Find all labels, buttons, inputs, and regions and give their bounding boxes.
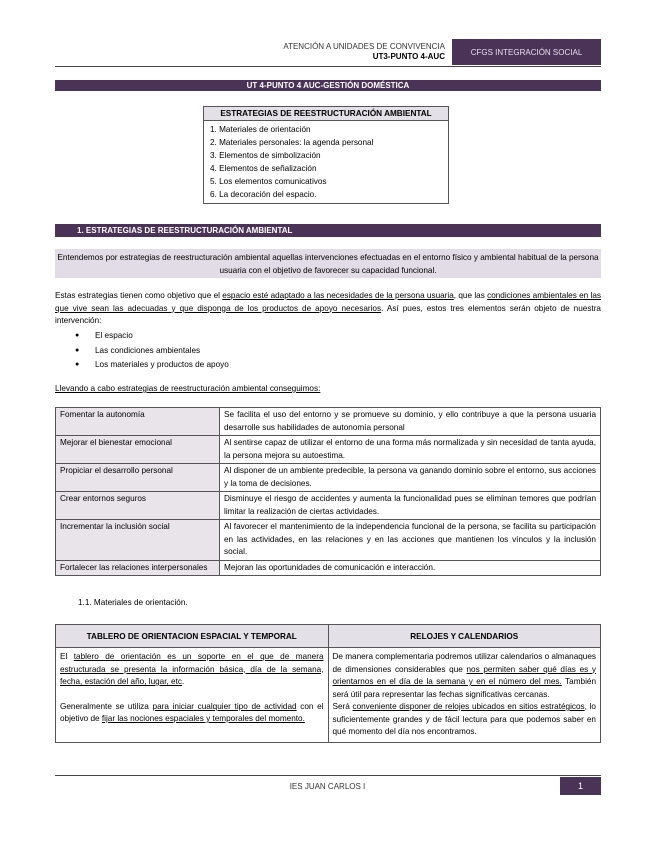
- left-paragraph-2: Generalmente se utiliza para iniciar cualquier tipo de actividad con el objetivo de fijar las nociones espaciales y temporales del momento.: [60, 701, 324, 723]
- header-line1: ATENCIÓN A UNIDADES DE CONVIVENCIA: [283, 42, 445, 51]
- bullet-item: ● Las condiciones ambientales: [75, 344, 229, 359]
- table-row: [56, 492, 601, 520]
- section-title: 1. ESTRATEGIAS DE REESTRUCTURACIÓN AMBIENTAL: [55, 224, 601, 237]
- table-row: [56, 648, 601, 743]
- toc-box: [203, 106, 449, 204]
- row-value: Disminuye el riesgo de accidentes y aumenta la funcionalidad pues se eliminan temores que podrían limitar la realización de ciertas actividades.: [220, 492, 601, 520]
- bullet-item: ● El espacio: [75, 329, 229, 344]
- bullet-item: ● Los materiales y productos de apoyo: [75, 358, 229, 373]
- table-header-row: [56, 625, 601, 648]
- row-value: Al favorecer el mantenimiento de la independencia funcional de la persona, se facilita su participación en las actividades, en las relaciones y en las acciones que mantienen los vínculos y la inclusión social.: [220, 520, 601, 561]
- toc-item: 5. Los elementos comunicativos: [210, 177, 327, 186]
- row-key: Incrementar la inclusión social: [56, 520, 220, 561]
- row-value: Se facilita el uso del entorno y se promueve su dominio, y ello contribuye a que la persona usuaria desarrolle sus habilidades de autonomía personal: [220, 408, 601, 436]
- left-paragraph-1: El tablero de orientación es un soporte en el que de manera estructurada se presenta la información básica, día de la semana, fecha, estación del año, lugar, etc.: [60, 652, 324, 686]
- table-row: [56, 408, 601, 436]
- header-badge: CFGS INTEGRACIÓN SOCIAL: [452, 39, 601, 65]
- toc-title: ESTRATEGIAS DE REESTRUCTURACIÓN AMBIENTAL: [204, 107, 448, 121]
- row-key: Propiciar el desarrollo personal: [56, 464, 220, 492]
- toc-item: 3. Elementos de simbolización: [210, 151, 321, 160]
- row-value: Mejoran las oportunidades de comunicación e interacción.: [220, 560, 601, 576]
- footer-school: IES JUAN CARLOS I: [289, 782, 366, 791]
- table-row: [56, 436, 601, 464]
- left-column-header: TABLERO DE ORIENTACION ESPACIAL Y TEMPORAL: [56, 625, 329, 648]
- table-row: [56, 520, 601, 561]
- row-value: Al sentirse capaz de utilizar el entorno de una forma más normalizada y sin necesidad de tanta ayuda, la persona mejora su autoestima.: [220, 436, 601, 464]
- right-paragraph-1: De manera complementaria podremos utilizar calendarios o almanaques de dimensiones considerables que nos permiten saber qué días es y orientarnos en el día de la semana y en el número del mes. También será útil para representar las fechas significativas cercanas.: [332, 652, 597, 699]
- row-key: Crear entornos seguros: [56, 492, 220, 520]
- bullet-list: [75, 329, 229, 373]
- header-text: [145, 42, 445, 62]
- toc-item: 2. Materiales personales: la agenda personal: [210, 138, 374, 147]
- toc-item: 4. Elementos de señalización: [210, 164, 317, 173]
- header-divider: [55, 66, 601, 67]
- toc-list: [204, 121, 448, 203]
- footer-divider: [55, 775, 601, 776]
- objective-paragraph: Estas estrategias tienen como objetivo que el espacio esté adaptado a las necesidades de la persona usuaria, que las condiciones ambientales en las que vive sean las adecuadas y que disponga de los productos de apoyo necesarios. Así pues, estos tres elementos serán objeto de nuestra intervención:: [55, 291, 601, 325]
- subsection-title: 1.1. Materiales de orientación.: [78, 598, 188, 607]
- doc-title: UT 4-PUNTO 4 AUC-GESTIÓN DOMÉSTICA: [55, 80, 601, 91]
- lead-text: Llevando a cabo estrategias de reestructuración ambiental conseguimos:: [55, 384, 321, 393]
- table-row: [56, 560, 601, 576]
- header-line2: UT3-PUNTO 4-AUC: [372, 52, 445, 61]
- orientation-table: [55, 624, 601, 743]
- row-value: Al disponer de un ambiente predecible, la persona va ganando dominio sobre el entorno, sus acciones y la toma de decisiones.: [220, 464, 601, 492]
- right-paragraph-2: Será conveniente disponer de relojes ubicados en sitios estratégicos, lo suficientemente grandes y de fácil lectura para que podemos saber en qué momento del día nos encontramos.: [332, 702, 596, 736]
- right-cell: [328, 648, 601, 743]
- row-key: Fortalecer las relaciones interpersonales: [56, 560, 220, 576]
- left-cell: [56, 648, 329, 743]
- definition-box: Entendemos por estrategias de reestructuración ambiental aquellas intervenciones efectuadas en el entorno físico y ambiental habitual de la persona usuaria con el objetivo de favorecer su capacidad funcional.: [55, 249, 601, 278]
- right-column-header: RELOJES Y CALENDARIOS: [328, 625, 601, 648]
- row-key: Mejorar el bienestar emocional: [56, 436, 220, 464]
- toc-item: 1. Materiales de orientación: [210, 125, 311, 134]
- toc-item: 6. La decoración del espacio.: [210, 190, 317, 199]
- achievements-table: [55, 407, 601, 576]
- table-row: [56, 464, 601, 492]
- row-key: Fomentar la autonomía: [56, 408, 220, 436]
- page-number: 1: [560, 777, 601, 795]
